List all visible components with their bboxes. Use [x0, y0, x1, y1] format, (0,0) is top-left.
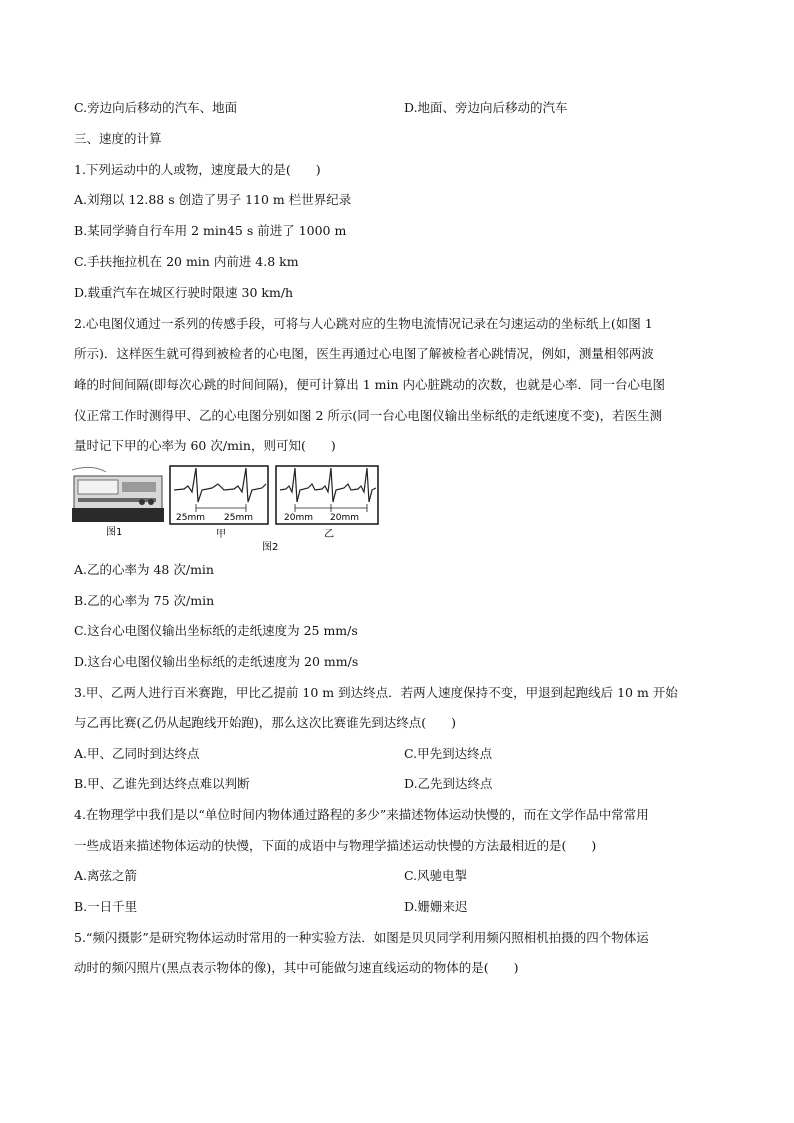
- q4-option-d: D.姗姗来迟: [404, 899, 468, 914]
- q2-stem-line-5: 量时记下甲的心率为 60 次/min，则可知( ): [74, 438, 336, 453]
- yi-spacing-1: 20mm: [284, 513, 313, 523]
- section-title: 三、速度的计算: [74, 131, 162, 146]
- q3-stem-line-1: 3.甲、乙两人进行百米赛跑，甲比乙提前 10 m 到达终点．若两人速度保持不变，甲退到起跑线后 10 m 开始: [74, 685, 678, 700]
- yi-label: 乙: [324, 529, 334, 540]
- top-option-c: C.旁边向后移动的汽车、地面: [74, 100, 238, 115]
- q2-option-d: D.这台心电图仪输出坐标纸的走纸速度为 20 mm/s: [74, 654, 359, 669]
- jia-spacing-1: 25mm: [176, 513, 205, 523]
- ecg-machine-image: [72, 467, 164, 522]
- fig2-caption: 图2: [262, 542, 279, 553]
- q3-option-c: C.甲先到达终点: [404, 746, 493, 761]
- q2-stem-line-3: 峰的时间间隔(即每次心跳的时间间隔)，便可计算出 1 min 内心脏跳动的次数，也就是心率．同一台心电图: [74, 377, 666, 392]
- jia-spacing-2: 25mm: [224, 513, 253, 523]
- ecg-figure: [72, 462, 382, 554]
- fig1-caption: 图1: [106, 527, 123, 538]
- q2-stem-line-2: 所示)．这样医生就可得到被检者的心电图，医生再通过心电图了解被检者心跳情况，例如，测量相邻两波: [74, 346, 654, 361]
- q1-option-b: B.某同学骑自行车用 2 min45 s 前进了 1000 m: [74, 223, 347, 238]
- yi-spacing-2: 20mm: [330, 513, 359, 523]
- q2-option-b: B.乙的心率为 75 次/min: [74, 593, 215, 608]
- q1-option-d: D.载重汽车在城区行驶时限速 30 km/h: [74, 285, 294, 300]
- q1-option-c: C.手扶拖拉机在 20 min 内前进 4.8 km: [74, 254, 299, 269]
- q4-stem-line-1: 4.在物理学中我们是以“单位时间内物体通过路程的多少”来描述物体运动快慢的，而在文学作品中常常用: [74, 807, 649, 822]
- q4-option-b: B.一日千里: [74, 899, 138, 914]
- q3-option-d: D.乙先到达终点: [404, 776, 493, 791]
- q1-option-a: A.刘翔以 12.88 s 创造了男子 110 m 栏世界纪录: [74, 192, 352, 207]
- q3-option-b: B.甲、乙谁先到达终点难以判断: [74, 776, 250, 791]
- q2-option-a: A.乙的心率为 48 次/min: [74, 562, 214, 577]
- q1-stem: 1.下列运动中的人或物，速度最大的是( ): [74, 162, 321, 177]
- q4-stem-line-2: 一些成语来描述物体运动的快慢，下面的成语中与物理学描述运动快慢的方法最相近的是( ): [74, 838, 597, 853]
- q5-stem-line-1: 5.“频闪摄影”是研究物体运动时常用的一种实验方法．如图是贝贝同学利用频闪照相机拍摄的四个物体运: [74, 930, 649, 945]
- q5-stem-line-2: 动时的频闪照片(黑点表示物体的像)，其中可能做匀速直线运动的物体的是( ): [74, 960, 519, 975]
- q3-option-a: A.甲、乙同时到达终点: [74, 746, 200, 761]
- q2-option-c: C.这台心电图仪输出坐标纸的走纸速度为 25 mm/s: [74, 623, 358, 638]
- q4-option-c: C.风驰电掣: [404, 868, 468, 883]
- q3-stem-line-2: 与乙再比赛(乙仍从起跑线开始跑)，那么这次比赛谁先到达终点( ): [74, 715, 457, 730]
- q2-stem-line-4: 仪正常工作时测得甲、乙的心电图分别如图 2 所示(同一台心电图仪输出坐标纸的走纸速度不变)，若医生测: [74, 408, 663, 423]
- jia-label: 甲: [216, 529, 226, 540]
- q2-stem-line-1: 2.心电图仪通过一系列的传感手段，可将与人心跳对应的生物电流情况记录在匀速运动的坐标纸上(如图 1: [74, 316, 653, 331]
- q4-option-a: A.离弦之箭: [74, 868, 138, 883]
- top-option-d: D.地面、旁边向后移动的汽车: [404, 100, 568, 115]
